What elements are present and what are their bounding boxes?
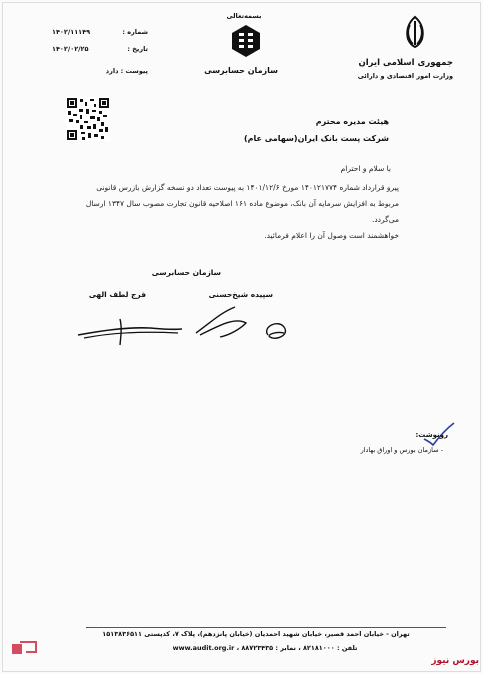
watermark-logo-icon [8,636,42,658]
letter-date-value: ۱۴۰۲/۰۲/۲۵ [52,45,89,53]
letter-number-value: ۱۴۰۲/۱۱۱۴۹ [52,28,91,36]
signer-2-name: فرج لطف الهی [88,290,146,299]
recipient-company: شرکت پست بانک ایران(سهامی عام) [243,134,389,143]
salutation: با سلام و احترام [340,164,391,173]
iran-emblem-icon [398,15,432,49]
ministry-name: وزارت امور اقتصادی و دارائی [357,72,453,80]
audit-organization-logo-icon [231,24,261,58]
footer-contact: تلفن : ۸۲۱۸۱۰۰۰ ، نمابر : ۸۸۷۲۳۴۳۵ ، www.audit.org.ir [172,644,358,652]
letter-date-label: تاریخ : [127,45,148,53]
country-name: جمهوری اسلامی ایران [358,58,453,68]
closing-sentence: خواهشمند است وصول آن را اعلام فرمائید. [264,231,399,240]
cc-item: - سازمان بورس و اوراق بهادار [360,446,443,454]
body-paragraph-line-3: می‌گردد. [371,215,399,224]
footer-address: تهران - خیابان احمد قصیر، خیابان شهید احمدیان (خیابان پانزدهم)، پلاک ۷، کدپستی ۱۵۱۳۸۳۶۵۱۱ [102,630,410,638]
basmala: بسمه‌تعالی [226,12,262,20]
org-name-header: سازمان حسابرسی [204,66,278,75]
watermark-text: بورس نیوز [431,656,479,666]
qr-code-image [66,97,110,141]
recipient-title: هیئت مدیره محترم [315,117,389,126]
letter-number-label: شماره : [122,28,148,36]
attachment-note: پیوست : دارد [105,67,148,75]
signer-1-name: سپیده شیخ‌حسنی [208,290,273,299]
signature-org: سازمان حسابرسی [151,268,221,277]
body-paragraph-line-2: مربوط به افزایش سرمایه آن بانک، موضوع ماده ۱۶۱ اصلاحیه قانون تجارت مصوب سال ۱۳۴۷ ارسال [85,199,399,208]
footer-rule [86,627,446,628]
cc-label: رونوشت: [415,431,448,439]
handwritten-signatures-image [70,305,300,360]
body-paragraph-line-1: پیرو قرارداد شماره ۱۴۰۱۲۱۷۷۴ مورخ ۱۴۰۱/۱۲/۶ به پیوست تعداد دو نسخه گزارش بازرس قانونی [96,183,399,192]
